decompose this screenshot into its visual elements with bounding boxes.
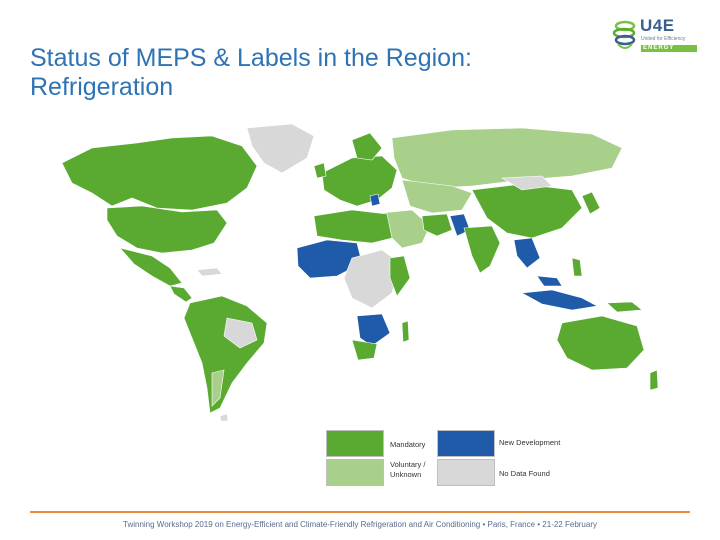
page-title: Status of MEPS & Labels in the Region: Refrigeration: [30, 44, 472, 101]
globe-swirl-icon: [612, 14, 638, 54]
region-mainland-sea: [514, 238, 540, 268]
world-map: [52, 118, 672, 423]
footer-divider: [30, 511, 690, 513]
legend-label-voluntary: Voluntary / Unknown: [390, 460, 426, 479]
region-usa: [107, 206, 227, 253]
region-canada: [62, 136, 257, 210]
region-mexico: [120, 248, 182, 286]
region-malaysia: [537, 276, 562, 286]
region-south-america: [184, 296, 267, 413]
footer-text: Twinning Workshop 2019 on Energy-Efficient and Climate-Friendly Refrigeration and Air Conditioning • Paris, France • 21-22 February: [123, 520, 597, 529]
region-caribbean: [197, 268, 222, 276]
legend-label-no-data: No Data Found: [499, 469, 550, 478]
region-indonesia: [522, 290, 597, 310]
logo-text: U4E: [640, 16, 675, 35]
region-scandinavia: [352, 133, 382, 160]
region-uk: [314, 163, 326, 178]
region-southern-africa: [357, 314, 390, 346]
region-india: [464, 226, 500, 273]
legend-swatch-mandatory: [326, 430, 384, 457]
logo-tagline: United for Efficiency: [641, 36, 686, 42]
region-central-america: [170, 286, 192, 302]
logo-bar-text: ENERGY: [643, 45, 675, 51]
map-legend: [326, 430, 576, 490]
u4e-logo: [612, 14, 700, 54]
region-new-zealand: [650, 370, 658, 390]
region-papua: [607, 302, 642, 312]
region-madagascar: [402, 321, 409, 342]
region-australia: [557, 316, 644, 370]
region-korea-japan: [582, 192, 600, 214]
legend-swatch-new-development: [437, 430, 495, 457]
region-philippines: [572, 258, 582, 276]
legend-swatch-voluntary: [326, 459, 384, 486]
legend-label-mandatory: Mandatory: [390, 440, 426, 449]
region-antarctic-island: [220, 414, 228, 421]
legend-label-new-development: New Development: [499, 438, 561, 447]
region-north-africa: [314, 210, 392, 243]
legend-swatch-no-data: [437, 459, 495, 486]
region-europe: [322, 156, 397, 206]
region-balkans: [370, 194, 380, 206]
